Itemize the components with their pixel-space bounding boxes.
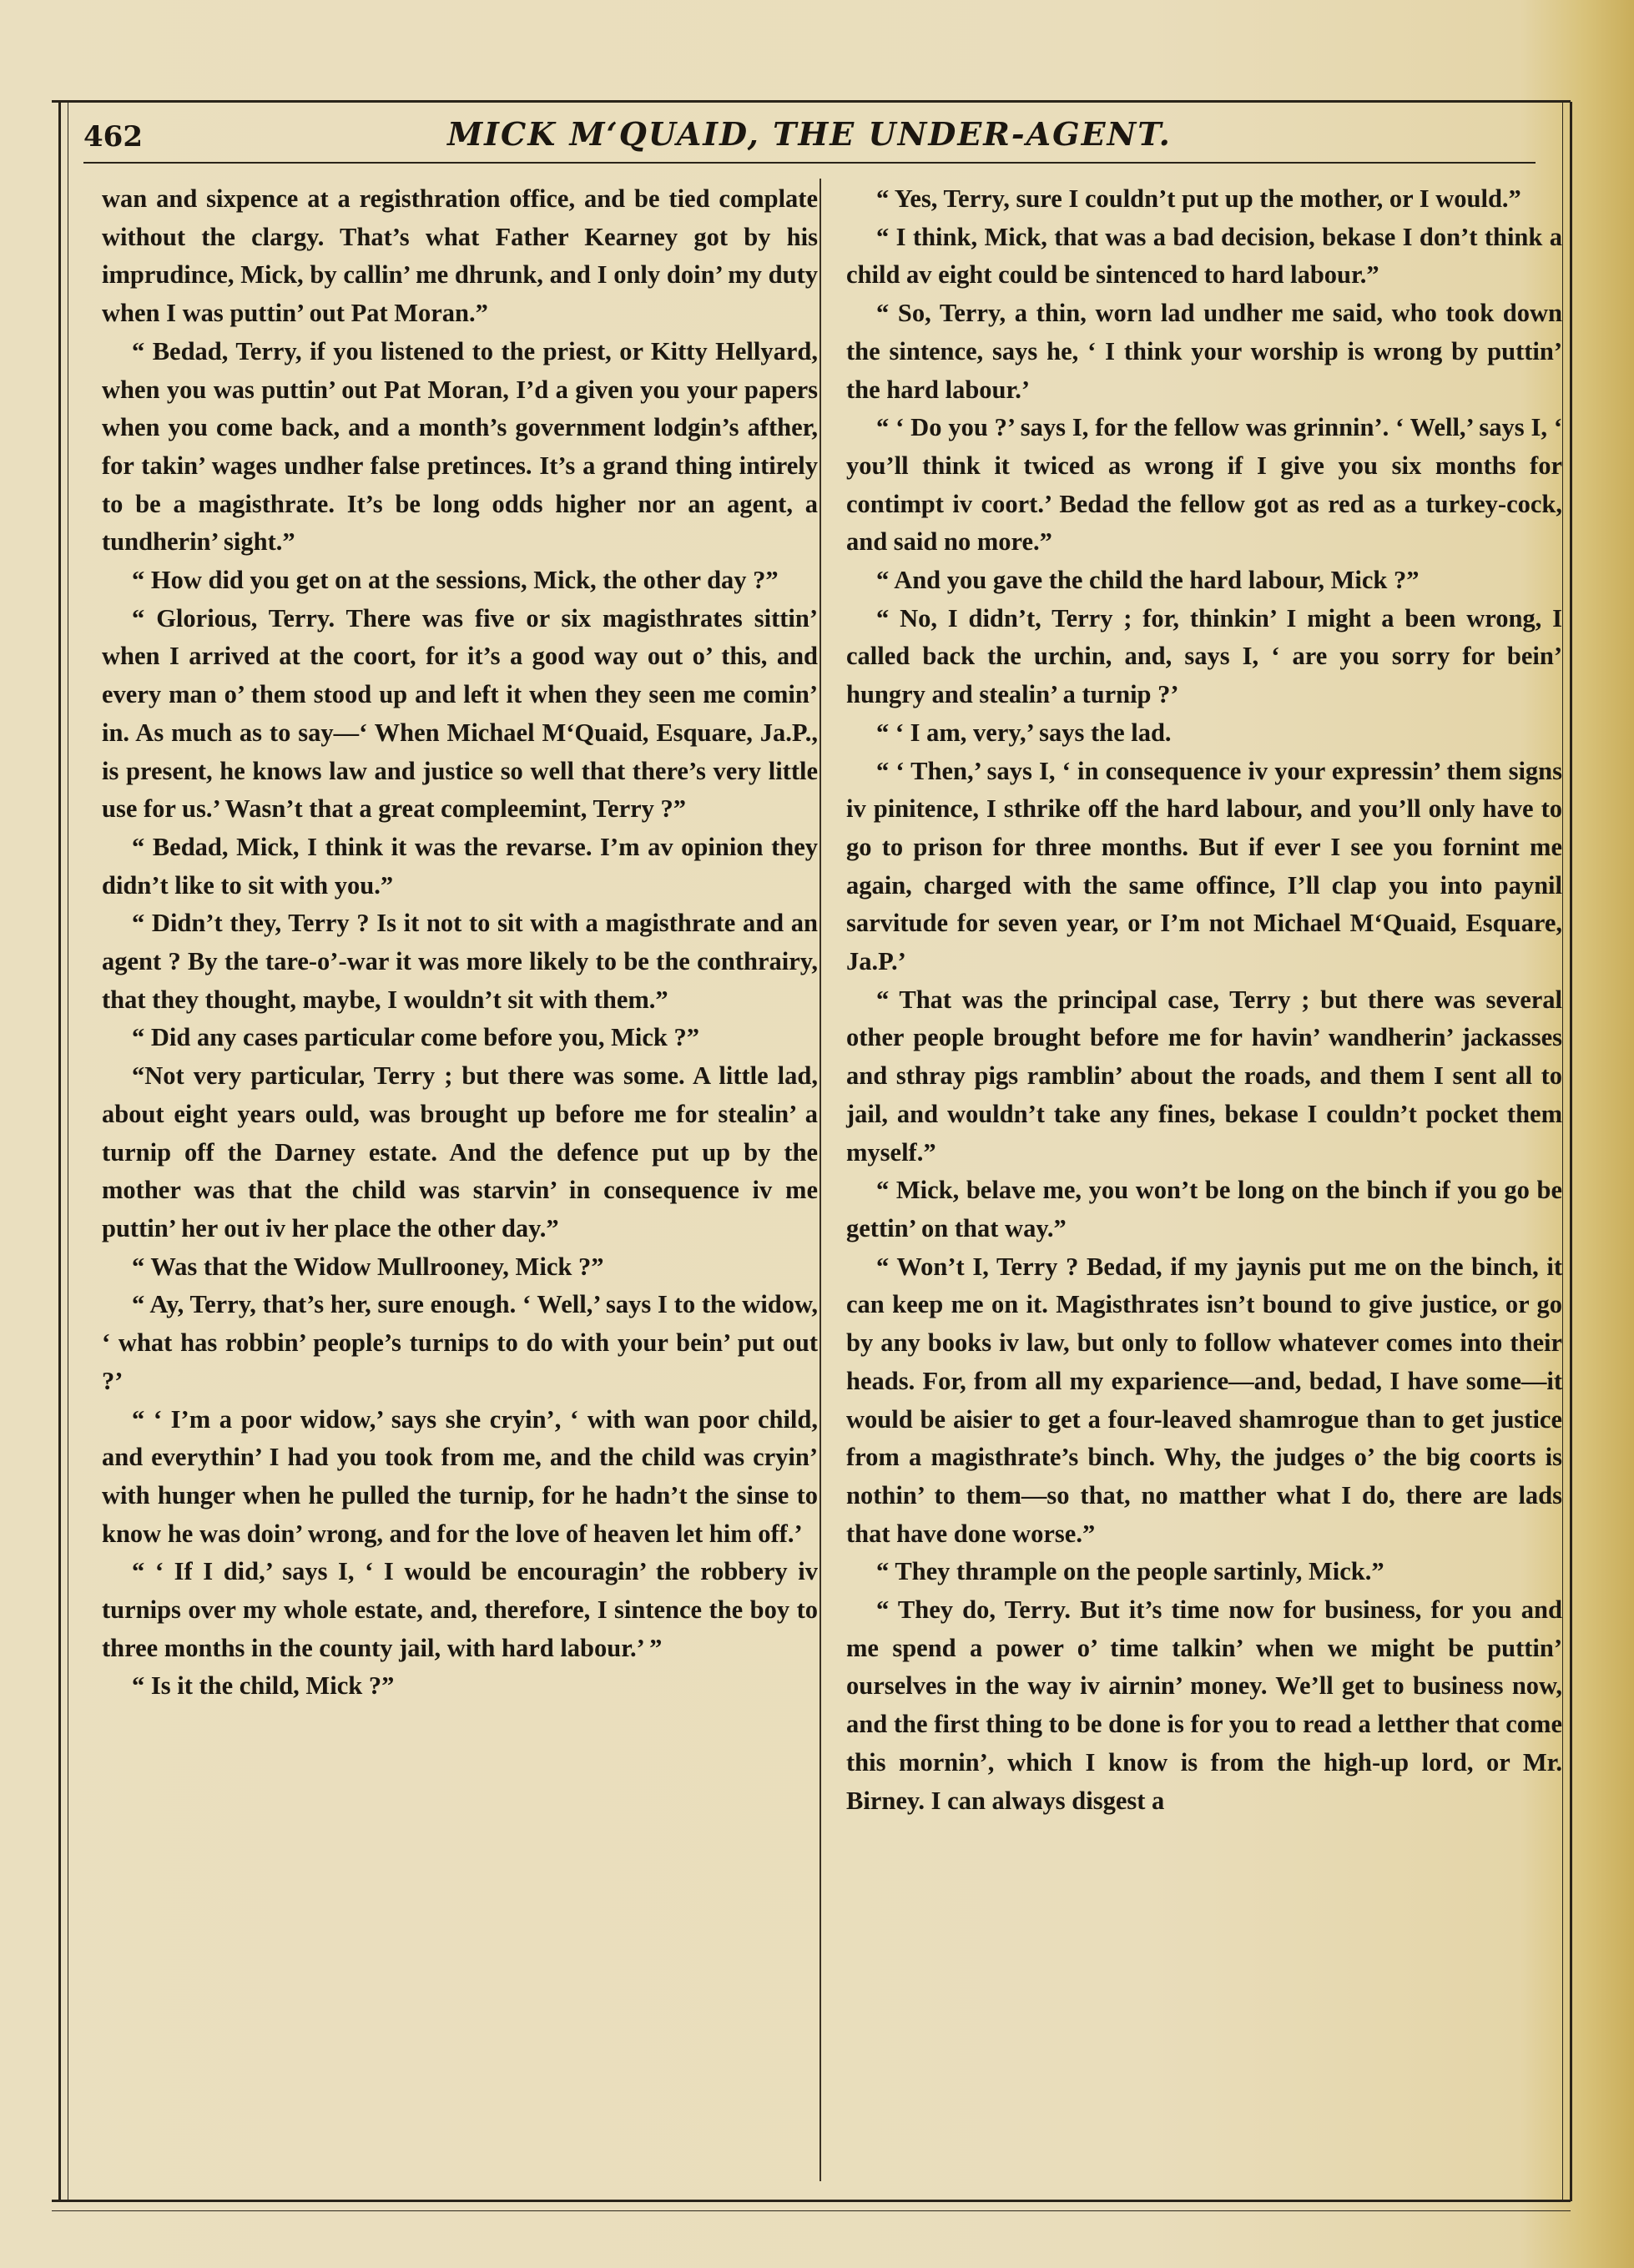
paragraph: “ Ay, Terry, that’s her, sure enough. ‘ Well,’ says I to the widow, ‘ what has robbin’ people’s turnips to do with your bein’ put out ?’ <box>102 1290 818 1395</box>
right-border-rule <box>1562 102 1572 2201</box>
paragraph: “ Was that the Widow Mullrooney, Mick ?” <box>132 1252 604 1281</box>
paragraph: “Not very particular, Terry ; but there was some. A little lad, about eight years ould, was brought up before me for stealin’ a turnip off the Darney estate. And the defence put up by the mother was that the child was starvin’ in consequence iv me puttin’ her out iv her place the other day.” <box>102 1061 818 1242</box>
paragraph: “ Bedad, Mick, I think it was the revarse. I’m av opinion they didn’t like to sit with you.” <box>102 832 818 900</box>
left-column <box>102 180 818 1706</box>
paragraph: “ How did you get on at the sessions, Mick, the other day ?” <box>132 566 779 595</box>
page-number: 462 <box>83 120 143 154</box>
paragraph: “ Mick, belave me, you won’t be long on the binch if you go be gettin’ on that way.” <box>846 1176 1562 1242</box>
paragraph: “ And you gave the child the hard labour, Mick ?” <box>876 566 1420 595</box>
paragraph: “ Did any cases particular come before you, Mick ?” <box>132 1023 699 1052</box>
paragraph: “ Bedad, Terry, if you listened to the priest, or Kitty Hellyard, when you was puttin’ out Pat Moran, I’d a given you your papers when you come back, and a month’s government lodgin’s afther, for takin’ wages undher false pretinces. It’s a grand thing intirely to be a magisthrate. It’s be long odds higher nor an agent, a tundherin’ sight.” <box>102 336 818 557</box>
paragraph: “ That was the principal case, Terry ; but there was several other people brought before me for havin’ wandherin’ jackasses and sthray pigs ramblin’ about the roads, and them I sent all to jail, and wouldn’t take any fines, bekase I couldn’t pocket them myself.” <box>846 985 1562 1167</box>
paragraph: “ Glorious, Terry. There was five or six magisthrates sittin’ when I arrived at the coort, for it’s a good way out o’ this, and every man o’ them stood up and left it when they seen me comin’ in. As much as to say—‘ When Michael M‘Quaid, Esquare, Ja.P., is present, he knows law and justice so well that there’s very little use for us.’ Wasn’t that a great compleemint, Terry ?” <box>102 603 818 824</box>
paragraph: “ ‘ Then,’ says I, ‘ in consequence iv your expressin’ them signs iv pinitence, I sthrike off the hard labour, and you’ll only have to go to prison for three months. But if ever I see you fornint me again, charged with the same offince, I’ll clap you into paynil sarvitude for seven year, or I’m not Michael M‘Quaid, Esquare, Ja.P.’ <box>846 756 1562 976</box>
paragraph: “ Won’t I, Terry ? Bedad, if my jaynis put me on the binch, it can keep me on it. Magisthrates isn’t bound to give justice, or go by any books iv law, but only to follow whatever comes into their heads. For, from all my exparience—and, bedad, I have some—it would be aisier to get a four-leaved shamrogue than to get justice from a magisthrate’s binch. Why, the judges o’ the big coorts is nothin’ to them—so that, no matther what I do, there are lads that have done worse.” <box>846 1252 1562 1548</box>
page-header <box>83 115 1536 162</box>
paragraph: “ They thrample on the people sartinly, Mick.” <box>876 1557 1384 1586</box>
top-border-rule <box>52 100 1571 103</box>
paragraph: “ They do, Terry. But it’s time now for business, for you and me spend a power o’ time talkin’ when we might be puttin’ ourselves in the way iv airnin’ money. We’ll get to business now, and the first thing to be done is for you to read a letther that come this mornin’, which I know is from the high-up lord, or Mr. Birney. I can always disgest a <box>846 1595 1562 1815</box>
paragraph: “ Yes, Terry, sure I couldn’t put up the mother, or I would.” <box>876 184 1521 213</box>
running-title: MICK M‘QUAID, THE UNDER-AGENT. <box>447 115 1172 153</box>
paragraph: “ So, Terry, a thin, worn lad undher me said, who took down the sintence, says he, ‘ I think your worship is wrong by puttin’ the hard labour.’ <box>846 299 1562 404</box>
paragraph: wan and sixpence at a registhration office, and be tied complate without the clargy. That’s what Father Kearney got by his imprudince, Mick, by callin’ me dhrunk, and I only doin’ my duty when I was puttin’ out Pat Moran.” <box>102 184 818 328</box>
header-rule <box>83 162 1536 164</box>
paragraph: “ I think, Mick, that was a bad decision, bekase I don’t think a child av eight could be sintenced to hard labour.” <box>846 222 1562 290</box>
bottom-border-rule <box>52 2200 1571 2211</box>
left-border-rule <box>58 102 68 2201</box>
paragraph: “ No, I didn’t, Terry ; for, thinkin’ I might a been wrong, I called back the urchin, and, says I, ‘ are you sorry for bein’ hungry and stealin’ a turnip ?’ <box>846 603 1562 709</box>
paragraph: “ Didn’t they, Terry ? Is it not to sit with a magisthrate and an agent ? By the tare-o’-war it was more likely to be the conthrairy, that they thought, maybe, I wouldn’t sit with them.” <box>102 909 818 1014</box>
paragraph: “ Is it the child, Mick ?” <box>132 1671 395 1701</box>
right-column <box>846 180 1562 1820</box>
column-divider <box>820 179 821 2181</box>
paragraph: “ ‘ I am, very,’ says the lad. <box>876 718 1172 747</box>
paragraph: “ ‘ Do you ?’ says I, for the fellow was grinnin’. ‘ Well,’ says I, ‘ you’ll think it twiced as wrong if I give you six months for contimpt iv coort.’ Bedad the fellow got as red as a turkey-cock, and said no more.” <box>846 413 1562 557</box>
paragraph: “ ‘ I’m a poor widow,’ says she cryin’, ‘ with wan poor child, and everythin’ I had you took from me, and the child was cryin’ with hunger when he pulled the turnip, for he hadn’t the sinse to know he was doin’ wrong, and for the love of heaven let him off.’ <box>102 1404 818 1548</box>
paragraph: “ ‘ If I did,’ says I, ‘ I would be encouragin’ the robbery iv turnips over my whole estate, and, therefore, I sintence the boy to three months in the county jail, with hard labour.’ ” <box>102 1557 818 1662</box>
